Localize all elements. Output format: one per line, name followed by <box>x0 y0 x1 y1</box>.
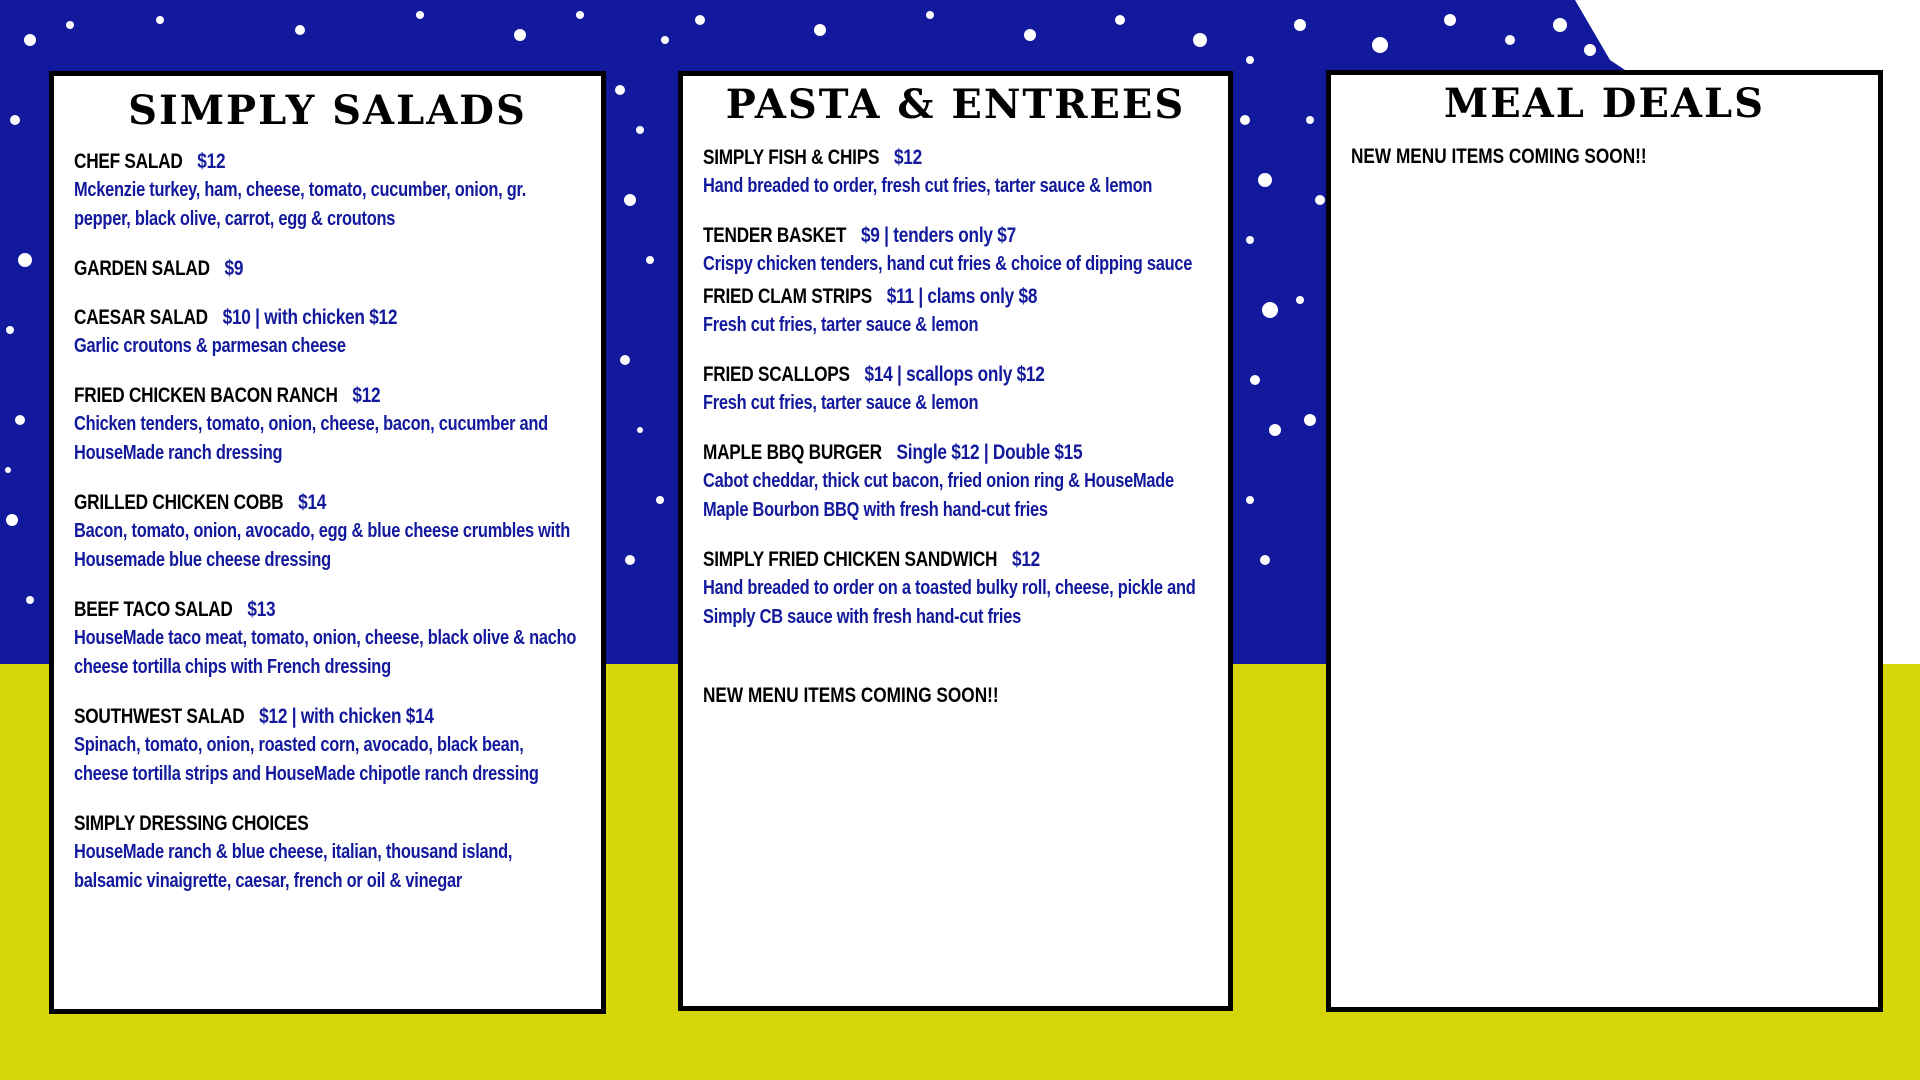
menu-item <box>703 361 1208 418</box>
item-price: $14 | scallops only $12 <box>864 363 1045 386</box>
meal-deals-title: MEAL DEALS <box>1443 80 1766 127</box>
menu-item <box>74 703 581 789</box>
item-description: Bacon, tomato, onion, avocado, egg & blue cheese crumbles with Housemade blue cheese dressing <box>74 520 570 571</box>
item-name: CAESAR SALAD <box>74 306 208 329</box>
item-price: $14 <box>298 491 327 514</box>
item-description: Chicken tenders, tomato, onion, cheese, bacon, cucumber and HouseMade ranch dressing <box>74 413 548 464</box>
salads-panel <box>49 71 606 1014</box>
item-description: Crispy chicken tenders, hand cut fries & choice of dipping sauce <box>703 253 1193 275</box>
menu-item <box>74 596 581 682</box>
item-name: SIMPLY FRIED CHICKEN SANDWICH <box>703 548 998 571</box>
item-description: Hand breaded to order on a toasted bulky roll, cheese, pickle and Simply CB sauce with fresh hand-cut fries <box>703 577 1196 628</box>
item-name: FRIED CHICKEN BACON RANCH <box>74 384 338 407</box>
pasta-list <box>683 130 1228 710</box>
item-description: Hand breaded to order, fresh cut fries, tarter sauce & lemon <box>703 175 1153 197</box>
coming-soon-notice: NEW MENU ITEMS COMING SOON!! <box>1351 145 1647 168</box>
item-description: Garlic croutons & parmesan cheese <box>74 335 346 357</box>
item-price: $12 | with chicken $14 <box>259 705 434 728</box>
item-name: GARDEN SALAD <box>74 257 210 280</box>
menu-item <box>74 810 581 896</box>
item-name: SIMPLY DRESSING CHOICES <box>74 812 309 835</box>
menu-item <box>703 144 1208 201</box>
menu-item <box>703 546 1208 632</box>
pasta-title: PASTA & ENTREES <box>725 81 1186 128</box>
item-price: $12 <box>197 150 226 173</box>
meal-deals-panel <box>1326 70 1883 1012</box>
menu-item <box>74 304 581 361</box>
item-price: $13 <box>247 598 276 621</box>
item-name: FRIED SCALLOPS <box>703 363 850 386</box>
item-description: Cabot cheddar, thick cut bacon, fried onion ring & HouseMade Maple Bourbon BBQ with fresh hand-cut fries <box>703 470 1174 521</box>
item-name: SIMPLY FISH & CHIPS <box>703 146 880 169</box>
menu-item <box>74 382 581 468</box>
meal-deals-list <box>1331 129 1878 171</box>
menu-item <box>74 148 581 234</box>
item-price: Single $12 | Double $15 <box>896 441 1083 464</box>
menu-item <box>703 222 1208 279</box>
item-name: GRILLED CHICKEN COBB <box>74 491 284 514</box>
item-name: CHEF SALAD <box>74 150 183 173</box>
item-price: $11 | clams only $8 <box>886 285 1038 308</box>
item-name: SOUTHWEST SALAD <box>74 705 245 728</box>
pasta-panel <box>678 71 1233 1011</box>
item-price: $9 | tenders only $7 <box>860 224 1016 247</box>
item-description: HouseMade ranch & blue cheese, italian, thousand island, balsamic vinaigrette, caesar, french or oil & vinegar <box>74 841 513 892</box>
item-description: Fresh cut fries, tarter sauce & lemon <box>703 314 979 336</box>
item-name: MAPLE BBQ BURGER <box>703 441 882 464</box>
menu-item <box>74 255 581 283</box>
item-price: $10 | with chicken $12 <box>222 306 398 329</box>
item-description: Mckenzie turkey, ham, cheese, tomato, cucumber, onion, gr. pepper, black olive, carrot, egg & croutons <box>74 179 527 230</box>
menu-item <box>74 489 581 575</box>
item-name: TENDER BASKET <box>703 224 847 247</box>
salads-title: SIMPLY SALADS <box>128 87 527 134</box>
item-price: $12 <box>893 146 922 169</box>
item-price: $9 <box>224 257 244 280</box>
item-price: $12 <box>352 384 381 407</box>
coming-soon-notice: NEW MENU ITEMS COMING SOON!! <box>703 684 999 707</box>
item-price: $12 <box>1012 548 1041 571</box>
item-description: Spinach, tomato, onion, roasted corn, avocado, black bean, cheese tortilla strips and HouseMade chipotle ranch dressing <box>74 734 539 785</box>
salads-list <box>54 136 601 896</box>
menu-item <box>703 283 1208 340</box>
menu-item <box>703 439 1208 525</box>
item-description: HouseMade taco meat, tomato, onion, cheese, black olive & nacho cheese tortilla chips with French dressing <box>74 627 577 678</box>
item-name: BEEF TACO SALAD <box>74 598 233 621</box>
item-name: FRIED CLAM STRIPS <box>703 285 872 308</box>
item-description: Fresh cut fries, tarter sauce & lemon <box>703 392 979 414</box>
